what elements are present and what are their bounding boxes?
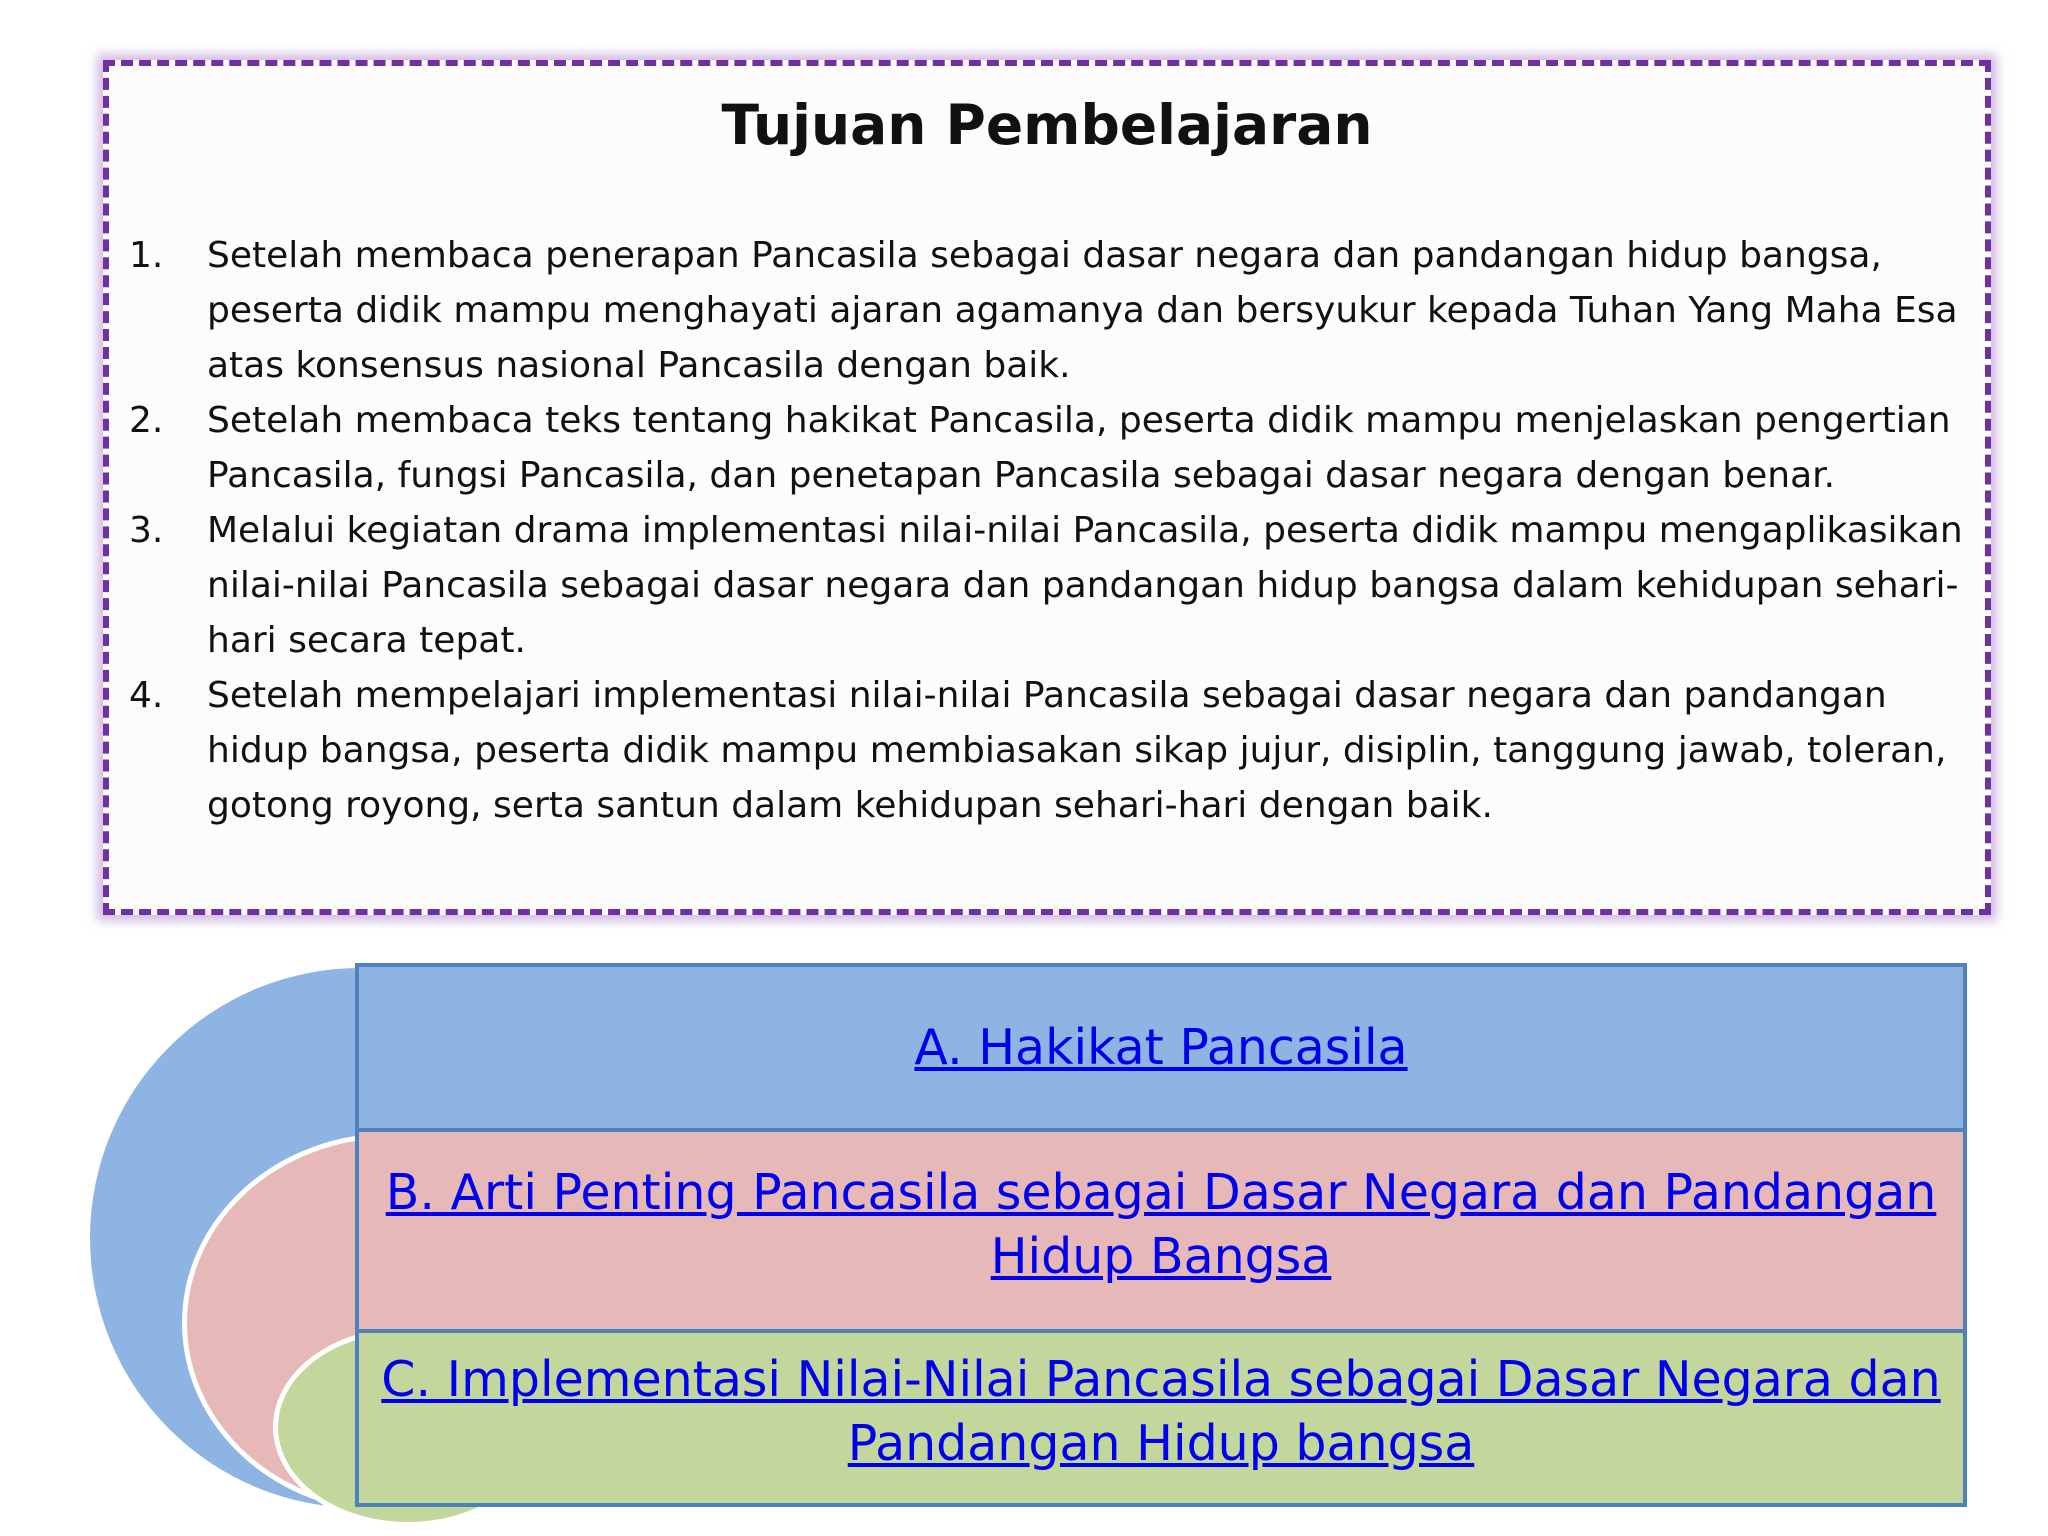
objective-item-2 xyxy=(109,393,1985,503)
objective-number: 1. xyxy=(129,235,164,276)
topic-a-box xyxy=(355,963,1967,1133)
topic-c-link[interactable]: C. Implementasi Nilai-Nilai Pancasila sebagai Dasar Negara dan Pandangan Hidup bangsa xyxy=(381,1351,1941,1472)
objective-text: Melalui kegiatan drama implementasi nilai-nilai Pancasila, peserta didik mampu mengaplikasikan nilai-nilai Pancasila sebagai dasar negara dan pandangan hidup bangsa dalam kehidupan sehari-hari secara tepat. xyxy=(207,510,1963,661)
objective-number: 2. xyxy=(129,400,164,441)
objective-item-3 xyxy=(109,503,1985,668)
topic-c-box xyxy=(355,1329,1967,1507)
objectives-title: Tujuan Pembelajaran xyxy=(721,93,1373,157)
objective-text: Setelah membaca penerapan Pancasila sebagai dasar negara dan pandangan hidup bangsa, peserta didik mampu menghayati ajaran agamanya dan bersyukur kepada Tuhan Yang Maha Esa atas konsensus nasional Pancasila dengan baik. xyxy=(207,235,1958,386)
objective-number: 3. xyxy=(129,510,164,551)
objective-number: 4. xyxy=(129,675,164,716)
learning-objectives-panel xyxy=(103,60,1991,915)
objectives-list xyxy=(109,228,1985,833)
topic-b-box xyxy=(355,1128,1967,1334)
objective-text: Setelah mempelajari implementasi nilai-nilai Pancasila sebagai dasar negara dan pandangan hidup bangsa, peserta didik mampu membiasakan sikap jujur, disiplin, tanggung jawab, toleran, gotong royong, serta santun dalam kehidupan sehari-hari dengan baik. xyxy=(207,675,1947,826)
objective-item-4 xyxy=(109,668,1985,833)
topic-a-link[interactable]: A. Hakikat Pancasila xyxy=(914,1019,1408,1076)
objective-item-1 xyxy=(109,228,1985,393)
objective-text: Setelah membaca teks tentang hakikat Pancasila, peserta didik mampu menjelaskan pengertian Pancasila, fungsi Pancasila, dan penetapan Pancasila sebagai dasar negara dengan benar. xyxy=(207,400,1951,496)
topic-b-link[interactable]: B. Arti Penting Pancasila sebagai Dasar Negara dan Pandangan Hidup Bangsa xyxy=(385,1164,1937,1285)
